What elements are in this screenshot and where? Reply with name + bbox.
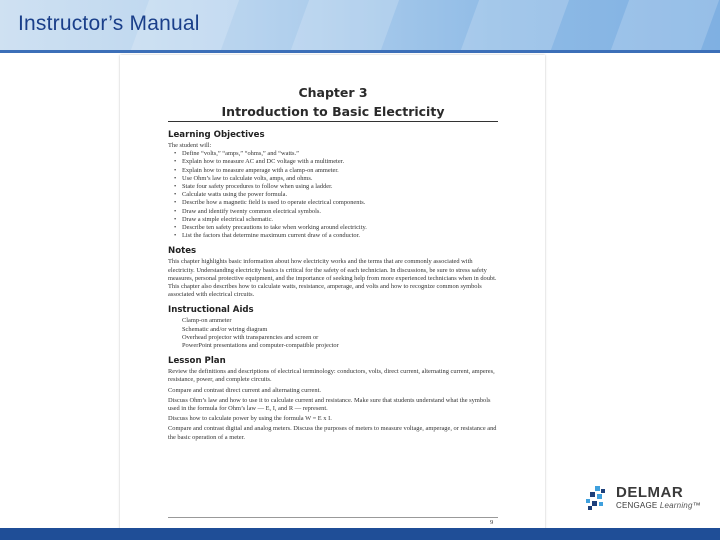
- objective-item: • Draw and identify twenty common electrical symbols.: [174, 208, 498, 216]
- logo-brand: DELMAR: [616, 484, 684, 501]
- objective-item: • Calculate watts using the power formula.: [174, 191, 498, 199]
- objectives-list: [168, 150, 498, 240]
- notes-body: This chapter highlights basic information about how electricity works and the terms that are commonly associated with electricity. Understanding electricity basics is critical for the safety of each technician. In discussions, be sure to stress safety measures, personal protective equipment, and the importance of seeking help from more experienced technicians when in doubt. This chapter also describes how to calculate watts, resistance, amperage, and volts and how to recognize common symbols associated with electrical circuits.: [168, 258, 497, 299]
- delmar-cengage-logo: [586, 484, 716, 514]
- delmar-logo-icon: [586, 484, 614, 512]
- logo-sub-cengage: CENGAGE: [616, 501, 658, 510]
- objectives-heading: Learning Objectives: [168, 130, 265, 140]
- aid-item: Clamp-on ammeter: [182, 317, 232, 325]
- objective-item: • Define “volts,” “amps,” “ohms,” and “watts.”: [174, 150, 498, 158]
- logo-sub-learning: Learning: [659, 501, 693, 510]
- page-content: [168, 85, 498, 444]
- lesson-paragraph: Review the definitions and descriptions of electrical terminology: conductors, volts, direct current, alternating current, amperes, resistance, power, and complete circuits.: [168, 368, 495, 384]
- header-band: [0, 0, 720, 50]
- bottom-bar: [0, 528, 720, 540]
- aid-item: PowerPoint presentations and computer-compatible projector: [182, 342, 339, 350]
- manual-page: [120, 55, 545, 540]
- page-number: 9: [490, 519, 494, 526]
- objective-item: • Describe ten safety precautions to take when working around electricity.: [174, 224, 498, 232]
- objective-item: • Describe how a magnetic field is used to operate electrical components.: [174, 199, 498, 207]
- lesson-paragraph: Compare and contrast digital and analog meters. Discuss the purposes of meters to measure voltage, amperage, or resistance and the basic operation of a meter.: [168, 425, 497, 441]
- aids-heading: Instructional Aids: [168, 305, 254, 316]
- objectives-intro: The student will:: [168, 142, 212, 149]
- objective-item: • Explain how to measure amperage with a clamp-on ammeter.: [174, 167, 498, 175]
- slide-title: Instructor’s Manual: [18, 12, 200, 35]
- objective-item: • Draw a simple electrical schematic.: [174, 216, 498, 224]
- chapter-title: Introduction to Basic Electricity: [168, 104, 498, 122]
- header-decor-tile: [291, 0, 399, 50]
- lesson-paragraph: Discuss Ohm’s law and how to use it to calculate current and resistance. Make sure that students understand what the symbols used in the formula for Ohm’s law — E, I, and R — represent.: [168, 396, 491, 413]
- page-footer-rule: [168, 517, 498, 518]
- notes-heading: Notes: [168, 246, 197, 257]
- header-decor-tile: [461, 0, 569, 50]
- objective-item: • State four safety procedures to follow when using a ladder.: [174, 183, 498, 191]
- objective-item: • Explain how to measure AC and DC voltage with a multimeter.: [174, 158, 498, 166]
- logo-trademark: ™: [692, 501, 701, 510]
- lesson-paragraph: Compare and contrast direct current and alternating current.: [168, 386, 321, 394]
- lesson-paragraph: Discuss how to calculate power by using the formula W = E x I.: [168, 415, 332, 423]
- objective-item: • List the factors that determine maximum current draw of a conductor.: [174, 232, 498, 240]
- aid-item: Overhead projector with transparencies and screen or: [182, 333, 319, 341]
- aids-list: [168, 317, 498, 350]
- lesson-heading: Lesson Plan: [168, 356, 226, 367]
- left-margin: [0, 53, 120, 540]
- header-decor-tile: [611, 0, 719, 50]
- aid-item: Schematic and/or wiring diagram: [182, 325, 268, 333]
- chapter-number: Chapter 3: [298, 85, 368, 100]
- objective-item: • Use Ohm’s law to calculate volts, amps, and ohms.: [174, 175, 498, 183]
- logo-subtitle: [616, 501, 701, 510]
